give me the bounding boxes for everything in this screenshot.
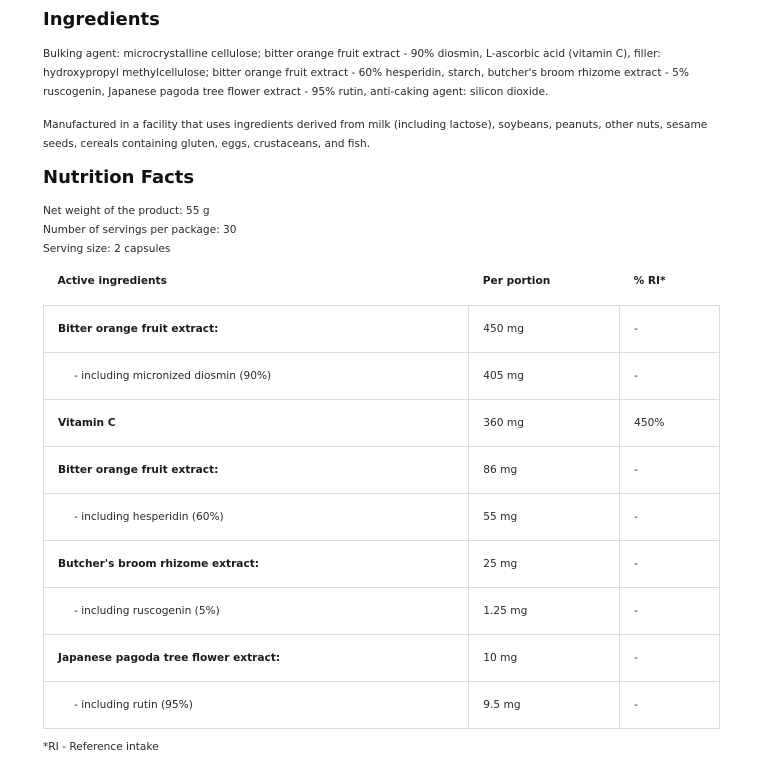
header-per-portion: Per portion [469, 258, 620, 305]
servings-per-package: Number of servings per package: 30 [43, 224, 237, 236]
ri-value: - [620, 446, 720, 493]
net-weight: Net weight of the product: 55 g [43, 205, 210, 217]
table-row [44, 305, 720, 352]
table-row [44, 493, 720, 540]
serving-size: Serving size: 2 capsules [43, 243, 171, 255]
ingredient-name: Bitter orange fruit extract: [44, 305, 469, 352]
per-portion-value: 10 mg [469, 634, 620, 681]
table-header-row [44, 258, 720, 305]
ingredients-paragraph: Bulking agent: microcrystalline cellulose; bitter orange fruit extract - 90% diosmin, L-ascorbic acid (vitamin C), filler: hydroxypropyl methylcellulose; bitter orange fruit extract - 60% hesperidin, starch, butcher's broom rhizome extract - 5% ruscogenin, Japanese pagoda tree flower extract - 95% rutin, anti-caking agent: silicon dioxide. [43, 48, 689, 98]
ri-value: - [620, 305, 720, 352]
ingredient-name: Butcher's broom rhizome extract: [44, 540, 469, 587]
ingredient-name: - including ruscogenin (5%) [44, 587, 469, 634]
ingredient-name: - including hesperidin (60%) [44, 493, 469, 540]
ri-value: - [620, 352, 720, 399]
ingredient-name: - including rutin (95%) [44, 681, 469, 728]
table-row [44, 352, 720, 399]
per-portion-value: 1.25 mg [469, 587, 620, 634]
ri-value: - [620, 540, 720, 587]
per-portion-value: 9.5 mg [469, 681, 620, 728]
ingredient-name: Japanese pagoda tree flower extract: [44, 634, 469, 681]
ingredient-name: - including micronized diosmin (90%) [44, 352, 469, 399]
product-meta [43, 202, 237, 259]
table-row [44, 587, 720, 634]
allergen-paragraph: Manufactured in a facility that uses ingredients derived from milk (including lactose), soybeans, peanuts, other nuts, sesame seeds, cereals containing gluten, eggs, crustaceans, and fish. [43, 119, 708, 150]
per-portion-value: 55 mg [469, 493, 620, 540]
ri-value: - [620, 634, 720, 681]
table-body [44, 305, 720, 728]
ri-value: - [620, 681, 720, 728]
ingredient-name: Bitter orange fruit extract: [44, 446, 469, 493]
per-portion-value: 405 mg [469, 352, 620, 399]
ri-value: 450% [620, 399, 720, 446]
header-ri: % RI* [620, 258, 720, 305]
nutrition-table [43, 258, 720, 729]
ingredients-heading: Ingredients [43, 9, 160, 30]
table-row [44, 634, 720, 681]
per-portion-value: 25 mg [469, 540, 620, 587]
footnote: *RI - Reference intake [43, 741, 159, 753]
per-portion-value: 86 mg [469, 446, 620, 493]
table-row [44, 540, 720, 587]
ingredient-name: Vitamin C [44, 399, 469, 446]
per-portion-value: 360 mg [469, 399, 620, 446]
header-active-ingredients: Active ingredients [44, 258, 469, 305]
table-row [44, 399, 720, 446]
ri-value: - [620, 587, 720, 634]
table-row [44, 446, 720, 493]
table-row [44, 681, 720, 728]
nutrition-facts-heading: Nutrition Facts [43, 167, 195, 188]
ri-value: - [620, 493, 720, 540]
per-portion-value: 450 mg [469, 305, 620, 352]
